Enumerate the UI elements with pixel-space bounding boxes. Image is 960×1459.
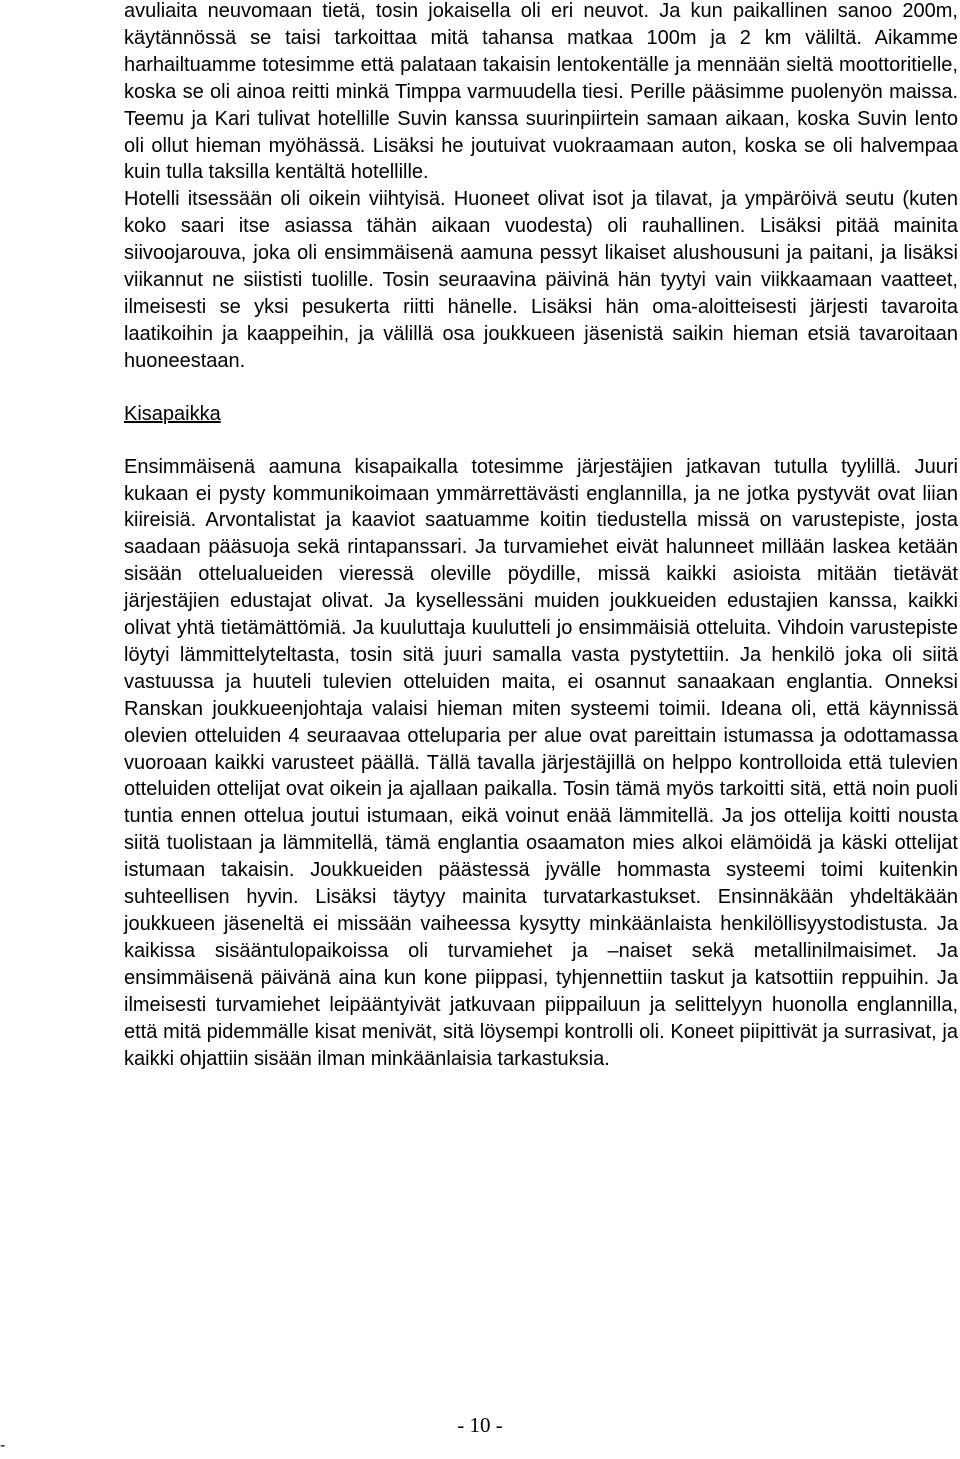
section-heading-kisapaikka: Kisapaikka xyxy=(124,402,221,425)
document-body xyxy=(124,0,958,1072)
document-page xyxy=(124,0,958,1072)
paragraph-hotel-description: Hotelli itsessään oli oikein viihtyisä. Huoneet olivat isot ja tilavat, ja ympäröivä seutu (kuten koko saari itse asiassa tähän aikaan vuodesta) oli rauhallinen. Lisäksi pitää mainita siivoojarouva, joka oli ensimmäisenä aamuna pessyt likaiset alushousuni ja paitani, ja lisäksi viikannut ne siististi tuolille. Tosin seuraavina päivinä hän tyytyi vain viikkaamaan vaatteet, ilmeisesti se yksi pesukerta riitti hänelle. Lisäksi hän oma-aloitteisesti järjesti tavaroita laatikoihin ja kaappeihin, ja välillä osa joukkueen jäsenistä saikin hieman etsiä tavaroitaan huoneestaan. xyxy=(124,188,958,372)
paragraph-hotel-arrival: avuliaita neuvomaan tietä, tosin jokaisella oli eri neuvot. Ja kun paikallinen sanoo 200m, käytännössä se taisi tarkoittaa mitä tahansa matkaa 100m ja 2 km väliltä. Aikamme harhailtuamme totesimme että palataan takaisin lentokentälle ja mennään sieltä moottoritielle, koska se oli ainoa reitti minkä Timppa varmuudella tiesi. Perille pääsimme puolenyön maissa. Teemu ja Kari tulivat hotellille Suvin kanssa suurinpiirtein samaan aikaan, koska Suvin lento oli ollut hieman myöhässä. Lisäksi he joutuivat vuokraamaan auton, koska se oli halvempaa kuin tulla taksilla kentältä hotellille. xyxy=(124,0,958,184)
paragraph-venue: Ensimmäisenä aamuna kisapaikalla totesimme järjestäjien jatkavan tutulla tyylillä. Juuri kukaan ei pysty kommunikoimaan ymmärrettävästi englannilla, ja ne jotka pystyvät ovat liian kiireisiä. Arvontalistat ja kaaviot saatuamme koitin tiedustella missä on varustepiste, josta saadaan pääsuoja sekä rintapanssari. Ja turvamiehet eivät halunneet millään laskea ketään sisään ottelualueiden vieressä oleville pöydille, missä kaikki asioista mitään tietävät järjestäjien edustajat olivat. Ja kysellessäni muiden joukkueiden edustajien kanssa, kaikki olivat yhtä tietämättömiä. Ja kuuluttaja kuulutteli jo ensimmäisiä otteluita. Vihdoin varustepiste löytyi lämmittelyteltasta, tosin sitä juuri samalla vasta pystytettiin. Ja henkilö joka oli siitä vastuussa ja huuteli tulevien otteluiden maita, ei osannut sanaakaan englantia. Onneksi Ranskan joukkueenjohtaja valaisi hieman miten systeemi toimii. Ideana oli, että käynnissä olevien otteluiden 4 seuraavaa otteluparia per alue ovat pareittain istumassa ja odottamassa vuoroaan kaikki varusteet päällä. Tällä tavalla järjestäjillä on helppo kontrolloida että tulevien otteluiden ottelijat ovat oikein ja ajallaan paikalla. Tosin tämä myös tarkoitti sitä, että noin puoli tuntia ennen ottelua joutui istumaan, eikä voinut enää lämmitellä. Ja jos ottelija koitti nousta siitä tuolistaan ja lämmitellä, tämä englantia osaamaton mies alkoi elämöidä ja käski ottelijat istumaan takaisin. Joukkueiden päästessä jyvälle hommasta systeemi toimi kuitenkin suhteellisen hyvin. Lisäksi täytyy mainita turvatarkastukset. Ensinnäkään yhdeltäkään joukkueen jäseneltä ei missään vaiheessa kysytty minkäänlaista henkilöllisyystodistusta. Ja kaikissa sisääntulopaikoissa oli turvamiehet ja –naiset sekä metallinilmaisimet. Ja ensimmäisenä päivänä aina kun kone piippasi, tyhjennettiin taskut ja katsottiin reppuihin. Ja ilmeisesti turvamiehet leipääntyivät jatkuvaan piippailuun ja selittelyyn huonolla englannilla, että mitä pidemmälle kisat menivät, sitä löysempi kontrolli oli. Koneet piipittivät ja surrasivat, ja kaikki ohjattiin sisään ilman minkäänlaisia tarkastuksia. xyxy=(124,455,958,1070)
corner-mark: - xyxy=(0,1437,6,1454)
page-number: - 10 - xyxy=(457,1413,503,1437)
